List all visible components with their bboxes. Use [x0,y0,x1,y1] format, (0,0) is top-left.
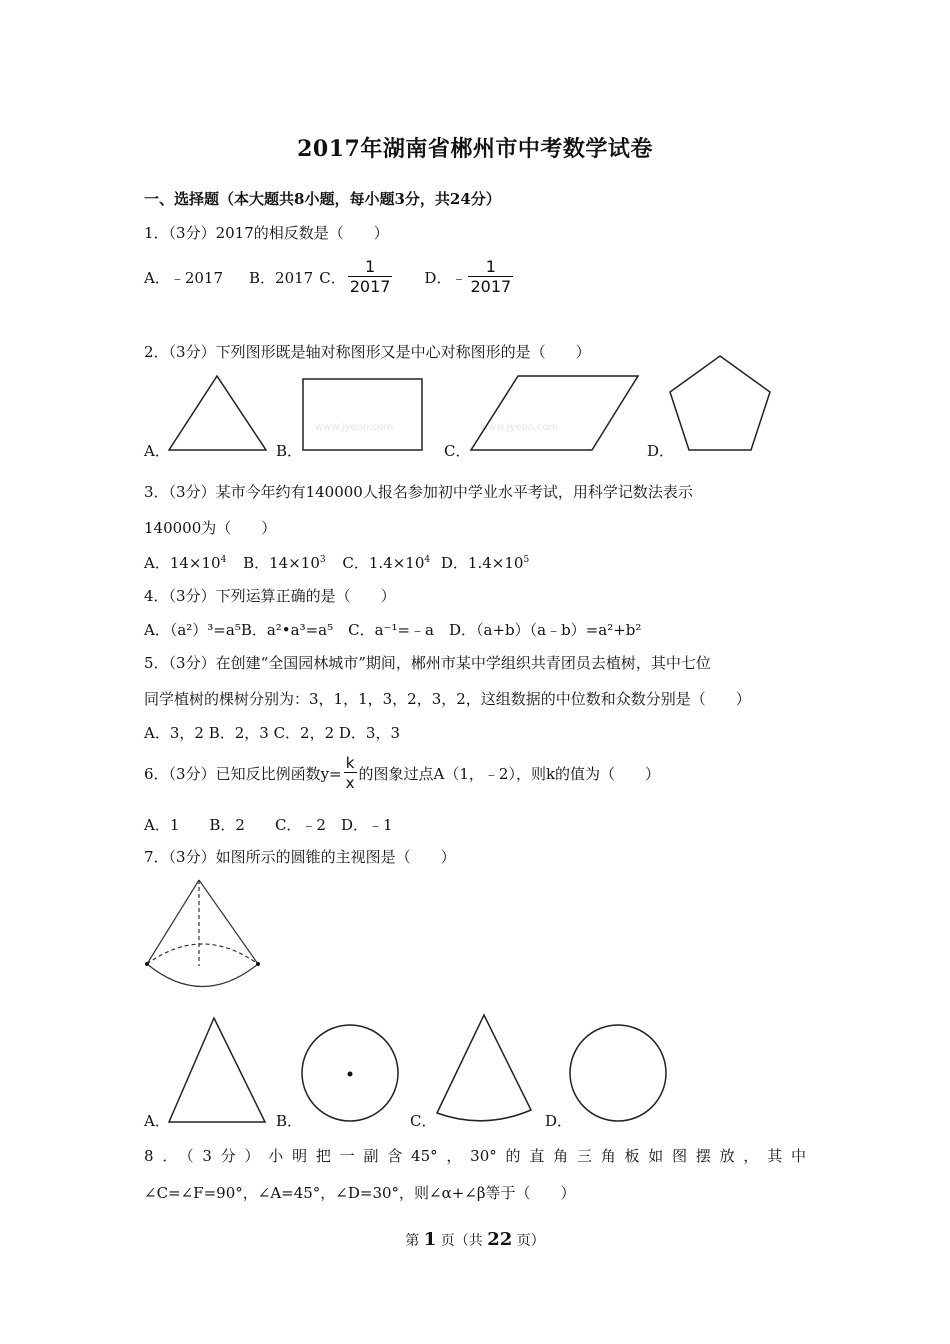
q4-options: A．（a²）³=a⁵B．a²•a³=a⁵ C．a⁻¹=﹣a D．（a+b）（a﹣b）=a²+b² [144,621,642,639]
equilateral-triangle [169,376,266,450]
q5-options: A．3，2 B．2，3 C．2，2 D．3，3 [144,724,401,742]
q3-stem-line1: 3．（3分）某市今年约有140000人报名参加初中学业水平考试，用科学记数法表示 [144,483,693,501]
q2-label-b: B． [276,442,303,460]
q3-option-c: C．$1.4\times 10^4$ [342,554,431,572]
q1-fraction-d [468,258,513,297]
exam-title: 2017年湖南省郴州市中考数学试卷 [297,136,653,162]
q6-fraction [344,754,357,793]
q2-label-a: A． [144,442,170,460]
parallelogram [471,376,638,450]
fraction-denominator: x [345,774,355,792]
page-total: 22 [487,1229,513,1250]
q7-label-b: B． [276,1112,303,1130]
cone-figure [140,874,270,996]
q2-stem: 2．（3分）下列图形既是轴对称图形又是中心对称图形的是（ ） [144,343,591,361]
page-footer: 第 1 页（共 22 页） [405,1229,545,1250]
q3-stem-line2: 140000为（ ） [144,519,277,537]
fraction-numerator: k [345,754,355,772]
q8-stem-line2: ∠C=∠F=90°，∠A=45°，∠D=30°，则∠α+∠β等于（ ） [144,1184,576,1202]
q1-stem: 1．（3分）2017的相反数是（ ） [144,224,389,242]
page-number: 1 [423,1229,437,1250]
q7-label-c: C． [410,1112,437,1130]
regular-pentagon [670,356,770,450]
q1-options [144,258,515,297]
q7-stem: 7．（3分）如图所示的圆锥的主视图是（ ） [144,848,456,866]
circle [570,1025,666,1121]
q5-stem-line2: 同学植树的棵树分别为：3，1，1，3，2，3，2，这组数据的中位数和众数分别是（ ） [144,690,751,708]
q2-figures [140,352,820,467]
q1-option-b: B．2017 [249,269,314,287]
svg-text:www.jyeoo.com: www.jyeoo.com [315,422,394,433]
q3-options [144,552,529,573]
q5-stem-line1: 5．（3分）在创建“全国园林城市”期间，郴州市某中学组织共青团员去植树，其中七位 [144,654,711,672]
q6-stem: 6．（3分）已知反比例函数y= $\frac{k}{x}$ 的图象过点A（1，﹣2），则k的值为（ ） [144,754,661,792]
q3-option-a: A．$14\times 10^4$ [144,554,227,572]
q2-label-d: D． [647,442,675,460]
rectangle [303,379,422,450]
fraction-denominator: 2017 [470,277,512,296]
q1-option-c: C． [319,269,346,287]
q4-stem: 4．（3分）下列运算正确的是（ ） [144,587,396,605]
q1-fraction-c [348,258,393,297]
fraction-denominator: 2017 [349,277,391,296]
svg-text:www.jyeoo.com: www.jyeoo.com [480,422,559,433]
fraction-numerator: 1 [364,257,376,276]
q2-label-c: C． [444,442,471,460]
q8-stem-line1: 8．（3分）小明把一副含45°，30°的直角三角板如图摆放，其中 [144,1147,806,1165]
fraction-numerator: 1 [485,257,496,276]
section-heading: 一、选择题（本大题共8小题，每小题3分，共24分） [144,190,501,208]
q3-option-b: B．$14\times 10^3$ [243,554,326,572]
sector [437,1015,531,1121]
q6-options: A．1 B．2 C．﹣2 D．﹣1 [144,816,393,834]
triangle [169,1018,265,1122]
q7-label-a: A． [144,1112,170,1130]
q7-label-d: D． [545,1112,573,1130]
q1-option-a: A．﹣2017 [144,269,224,287]
q1-option-d: D．﹣ [424,269,467,287]
q3-option-d: D．$1.4\times 10^5$ [440,554,530,572]
